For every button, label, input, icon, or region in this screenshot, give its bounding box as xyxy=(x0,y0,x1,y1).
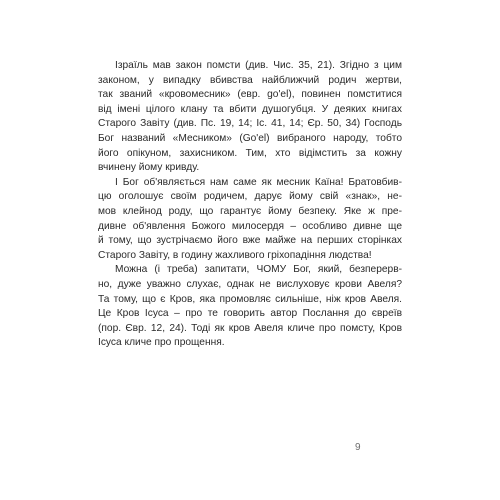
text-line: но, дуже уважно слухає, однак не вислуховує крови Авеля? xyxy=(98,278,402,290)
text-line: й тому, що зустрічаємо його вже майже на перших сторінках xyxy=(98,235,402,247)
text-line: Бог названий «Месником» (Go'el) вибраного народу, тобто xyxy=(98,132,402,144)
text-line: Можна (і треба) запитати, ЧОМУ Бог, який, безперерв- xyxy=(115,264,402,276)
text-line: І Бог об'являється нам саме як месник Каїна! Братовбив- xyxy=(115,176,402,188)
text-line: вчинену йому кривду. xyxy=(98,162,200,174)
text-line: його опікуном, захисником. Тим, хто відімстить за кожну xyxy=(98,147,402,159)
text-line: (пор. Євр. 12, 24). Тоді як кров Авеля кличе про помсту, Кров xyxy=(98,322,402,334)
text-line: від імені цілого клану та вбити душогубця. У деяких книгах xyxy=(98,103,402,115)
text-line: законом, у випадку вбивства найближчий родич жертви, xyxy=(98,74,402,86)
paragraph-1 xyxy=(98,59,402,176)
text-line: Старого Завіту, в годину жахливого гріхопадіння людства! xyxy=(98,249,372,261)
text-line: мов клейнод роду, що гарантує йому безпеку. Яке ж пре- xyxy=(98,205,402,217)
body-text xyxy=(98,59,402,351)
text-line: Старого Завіту (див. Пс. 19, 14; Іс. 41, 14; Єр. 50, 34) Господь xyxy=(98,118,402,130)
text-line: Ізраїль мав закон помсти (див. Чис. 35, 21). Згідно з цим xyxy=(115,60,402,71)
text-line: цю оголошує своїм родичем, дарує йому свій «знак», не- xyxy=(98,191,402,203)
text-line: Та тому, що є Кров, яка промовляє сильніше, ніж кров Авеля. xyxy=(98,293,402,305)
paragraph-2 xyxy=(98,176,402,264)
text-line: так званий «кровомесник» (евр. go'el), повинен помститися xyxy=(98,89,402,101)
text-line: дивне об'явлення Божого милосердя – особливо дивне ще xyxy=(98,220,402,232)
page-number: 9 xyxy=(355,442,361,453)
text-line: Ісуса кличе про прощення. xyxy=(98,337,225,349)
text-line: Це Кров Ісуса – про те говорить автор Послання до євреїв xyxy=(98,308,402,320)
paragraph-3 xyxy=(98,263,402,351)
